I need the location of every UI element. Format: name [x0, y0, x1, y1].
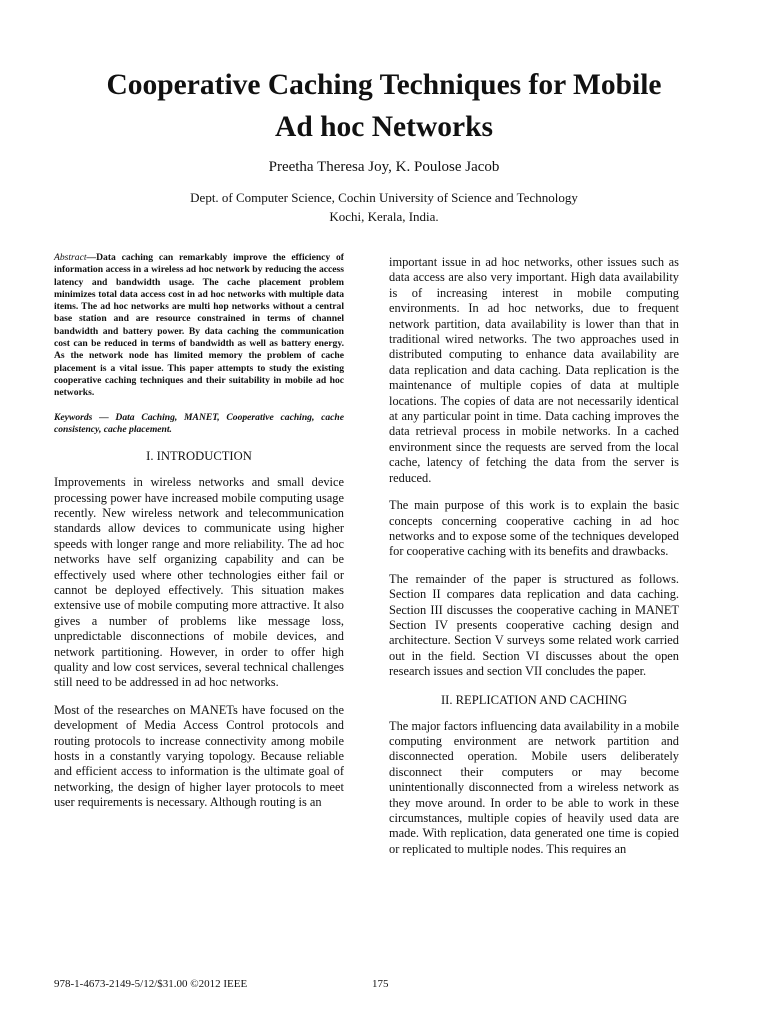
affiliation-line-1: Dept. of Computer Science, Cochin University of Science and Technology — [190, 190, 578, 205]
title-line-2: Ad hoc Networks — [275, 111, 493, 143]
replication-paragraph-1: The major factors influencing data availability in a mobile computing environment are network partition and disconnected operation. Mobile users deliberately disconnect their computers or may become unintentionally disconnected from a wireless network as they move around. In order to be able to work in these circumstances, multiple copies of heavily used data are made. With replication, data generated one time is copied or replicated to multiple nodes. This requires an — [389, 718, 679, 856]
section-heading-introduction: I. INTRODUCTION — [146, 449, 252, 464]
intro-paragraph-2: Most of the researches on MANETs have focused on the development of Media Access Control protocols and routing protocols to increase connectivity among mobile hosts in a constantly varying topology. Because reliable and efficient access to information is the ultimate goal of networking, the design of higher layer protocols to meet user requirements is necessary. Although routing is an — [54, 702, 344, 810]
left-column — [54, 252, 344, 823]
right-paragraph-1: important issue in ad hoc networks, other issues such as data access are also very important. High data availability is of increasing interest in mobile computing environments. In ad hoc networks, due to frequent network partition, data availability is lower than that in traditional wired networks. The two approaches used in distributed computing to enhance data availability are data replication and data caching. Data replication is the maintenance of multiple copies of data at multiple locations. The copies of data are not necessarily identical at any particular point in time. Data caching improves the data retrieval process in mobile networks. In a cached environment since the requests are served from the local cache, latency of fetching the data from the server is reduced. — [389, 255, 679, 485]
right-column — [389, 255, 679, 869]
abstract-text: —Data caching can remarkably improve the efficiency of information access in a wireless ad hoc network by reducing the access latency and bandwidth usage. The cache placement problem minimizes total data access cost in ad hoc networks with multiple data items. The ad hoc networks are multi hop networks without a central base station and are resource constrained in terms of channel bandwidth and battery power. By data caching the communication cost can be reduced in terms of bandwidth as well as battery energy. As the network node has limited memory the problem of cache placement is a vital issue. This paper attempts to study the existing cooperative caching techniques and their suitability in mobile ad hoc networks. — [54, 252, 344, 399]
section-heading-replication: II. REPLICATION AND CACHING — [440, 692, 628, 707]
footer-isbn: 978-1-4673-2149-5/12/$31.00 ©2012 IEEE — [54, 978, 248, 990]
right-paragraph-3: The remainder of the paper is structured as follows. Section II compares data replication and data caching. Section III discusses the cooperative caching in MANET Section IV presents cooperative caching design and architecture. Section V surveys some related work carried out in the field. Section VI discusses about the open research issues and section VII concludes the paper. — [389, 571, 679, 679]
authors: Preetha Theresa Joy, K. Poulose Jacob — [268, 159, 500, 175]
title-line-1: Cooperative Caching Techniques for Mobile — [106, 69, 662, 101]
affiliation-line-2: Kochi, Kerala, India. — [329, 209, 439, 224]
page-number: 175 — [372, 978, 389, 990]
keywords: Keywords — Data Caching, MANET, Cooperative caching, cache consistency, cache placement. — [54, 411, 344, 435]
affiliation — [40, 188, 728, 226]
abstract-lead: Abstract — [54, 252, 87, 263]
intro-paragraph-1: Improvements in wireless networks and small device processing power have increased mobile computing usage recently. New wireless network and telecommunication standards allow devices to communicate using higher speeds with longer range and more reliability. The ad hoc networks have self organizing capability and can be effectively used where other technologies either fail or cannot be deployed effectively. This situation makes extensive use of mobile computing more attractive. It also gives a number of problems like message loss, unpredictable disconnections of mobile devices, and network partitioning. However, in order to offer high quality and low cost services, several technical challenges still need to be addressed in ad hoc networks. — [54, 475, 344, 690]
right-paragraph-2: The main purpose of this work is to explain the basic concepts concerning cooperative caching in ad hoc networks and to expose some of the techniques developed for cooperative caching with its benefits and drawbacks. — [389, 498, 679, 559]
paper-title — [40, 64, 728, 148]
abstract — [54, 252, 344, 400]
